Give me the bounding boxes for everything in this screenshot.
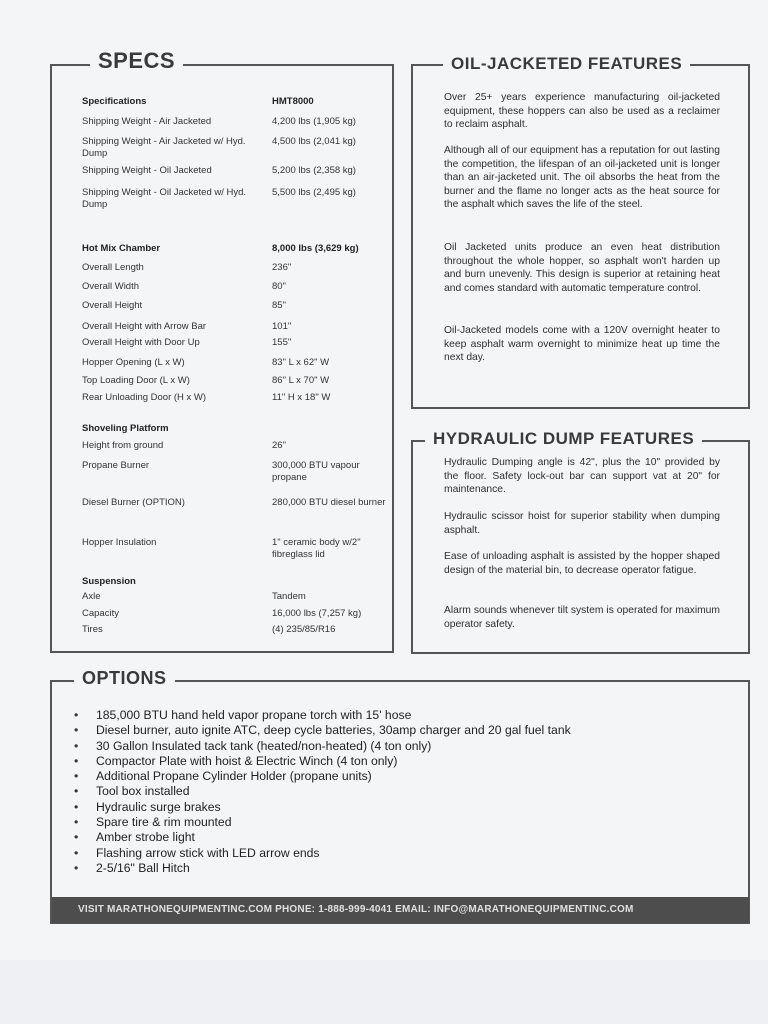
option-item: • 185,000 BTU hand held vapor propane torch with 15' hose [74, 708, 571, 723]
option-item: • Tool box installed [74, 784, 571, 799]
spec-value: 236" [272, 262, 292, 273]
spec-label: Shipping Weight - Air Jacketed w/ Hyd. Dump [82, 136, 246, 159]
hydraulic-paragraph: Hydraulic scissor hoist for superior stability when dumping asphalt. [444, 511, 720, 536]
spec-value: 280,000 BTU diesel burner [272, 497, 386, 508]
spec-label: Height from ground [82, 440, 164, 451]
spec-label: Top Loading Door (L x W) [82, 375, 190, 386]
option-item: • Compactor Plate with hoist & Electric Winch (4 ton only) [74, 754, 571, 769]
options-panel [50, 668, 750, 924]
oil-jacketed-panel [411, 54, 750, 409]
oil-jacketed-title: OIL-JACKETED FEATURES [443, 54, 690, 74]
spec-value: 86" L x 70" W [272, 375, 330, 386]
spec-value: (4) 235/85/R16 [272, 624, 336, 635]
spec-label: Overall Height [82, 300, 143, 311]
spec-value: 5,500 lbs (2,495 kg) [272, 187, 356, 198]
spec-value: 16,000 lbs (7,257 kg) [272, 608, 362, 619]
spec-section-heading: Hot Mix Chamber [82, 243, 161, 254]
spec-label: Capacity [82, 608, 119, 619]
spec-value: Tandem [272, 591, 306, 602]
option-item: • 2-5/16" Ball Hitch [74, 861, 571, 876]
spec-section-heading: Suspension [82, 576, 136, 587]
spec-label: Shipping Weight - Air Jacketed [82, 116, 212, 127]
spec-label: Overall Width [82, 281, 140, 292]
spec-value: 155" [272, 337, 292, 348]
spec-label: Shipping Weight - Oil Jacketed w/ Hyd. Dump [82, 187, 247, 210]
spec-value: 5,200 lbs (2,358 kg) [272, 165, 356, 176]
spec-value: HMT8000 [272, 96, 314, 107]
specs-panel [50, 48, 394, 653]
oil-paragraph: Oil Jacketed units produce an even heat distribution throughout the whole hopper, so asphalt won't harden up and burn unevenly. This design is superior at retaining heat and comes standard with automatic temperature control. [444, 242, 720, 294]
spec-label: Diesel Burner (OPTION) [82, 497, 185, 508]
spec-value: 11" H x 18" W [272, 392, 331, 403]
option-item: • 30 Gallon Insulated tack tank (heated/non-heated) (4 ton only) [74, 739, 571, 754]
options-list [74, 708, 571, 876]
option-item: • Additional Propane Cylinder Holder (propane units) [74, 769, 571, 784]
hydraulic-paragraph: Hydraulic Dumping angle is 42", plus the 10" provided by the floor. Safety lock-out bar can support vat at 20" for maintenance. [444, 457, 720, 495]
oil-paragraph: Over 25+ years experience manufacturing oil-jacketed equipment, these hoppers can also be used as a reclaimer to reclaim asphalt. [444, 92, 720, 130]
option-item: • Flashing arrow stick with LED arrow ends [74, 846, 571, 861]
specs-title: SPECS [90, 48, 183, 74]
spec-label: Hopper Insulation [82, 537, 157, 548]
spec-value: 83" L x 62" W [272, 357, 330, 368]
options-title: OPTIONS [74, 668, 175, 689]
hydraulic-dump-panel [411, 429, 750, 654]
spec-value: 80" [272, 281, 286, 292]
option-item: • Spare tire & rim mounted [74, 815, 571, 830]
hydraulic-dump-title: HYDRAULIC DUMP FEATURES [425, 429, 702, 449]
spec-label: Overall Length [82, 262, 144, 273]
spec-value: 101" [272, 321, 292, 332]
spec-label: Overall Height with Arrow Bar [82, 321, 207, 332]
spec-label: Rear Unloading Door (H x W) [82, 392, 207, 403]
option-item: • Hydraulic surge brakes [74, 800, 571, 815]
spec-value: 26" [272, 440, 286, 451]
spec-label: Tires [82, 624, 103, 635]
spec-label: Overall Height with Door Up [82, 337, 200, 348]
spec-value: 1" ceramic body w/2" fibreglass lid [272, 537, 361, 560]
spec-label: Hopper Opening (L x W) [82, 357, 185, 368]
hydraulic-paragraph: Alarm sounds whenever tilt system is operated for maximum operator safety. [444, 605, 720, 630]
spec-value: 85" [272, 300, 286, 311]
spec-section-heading: Specifications [82, 96, 147, 107]
option-item: • Amber strobe light [74, 830, 571, 845]
oil-paragraph: Oil-Jacketed models come with a 120V overnight heater to keep asphalt warm overnight to minimize heat up time the next day. [444, 325, 720, 363]
spec-label: Axle [82, 591, 101, 602]
spec-value: 4,200 lbs (1,905 kg) [272, 116, 356, 127]
spec-value: 4,500 lbs (2,041 kg) [272, 136, 356, 147]
spec-value: 8,000 lbs (3,629 kg) [272, 243, 359, 254]
spec-value: 300,000 BTU vapour propane [272, 460, 360, 483]
option-item: • Diesel burner, auto ignite ATC, deep cycle batteries, 30amp charger and 20 gal fuel tank [74, 723, 571, 738]
spec-section-heading: Shoveling Platform [82, 423, 169, 434]
hydraulic-paragraph: Ease of unloading asphalt is assisted by the hopper shaped design of the material bin, to decrease operator fatigue. [444, 551, 720, 576]
contact-footer: VISIT MARATHONEQUIPMENTINC.COM PHONE: 1-888-999-4041 EMAIL: INFO@MARATHONEQUIPMENTINC.COM [52, 897, 749, 923]
oil-paragraph: Although all of our equipment has a reputation for out lasting the competition, the lifespan of an oil-jacketed unit is longer than an air-jacketed unit. The oil absorbs the heat from the burner and the flame no longer acts as the heat source for the asphalt which saves the life of the steel. [444, 145, 720, 210]
spec-label: Shipping Weight - Oil Jacketed [82, 165, 212, 176]
spec-label: Propane Burner [82, 460, 150, 471]
